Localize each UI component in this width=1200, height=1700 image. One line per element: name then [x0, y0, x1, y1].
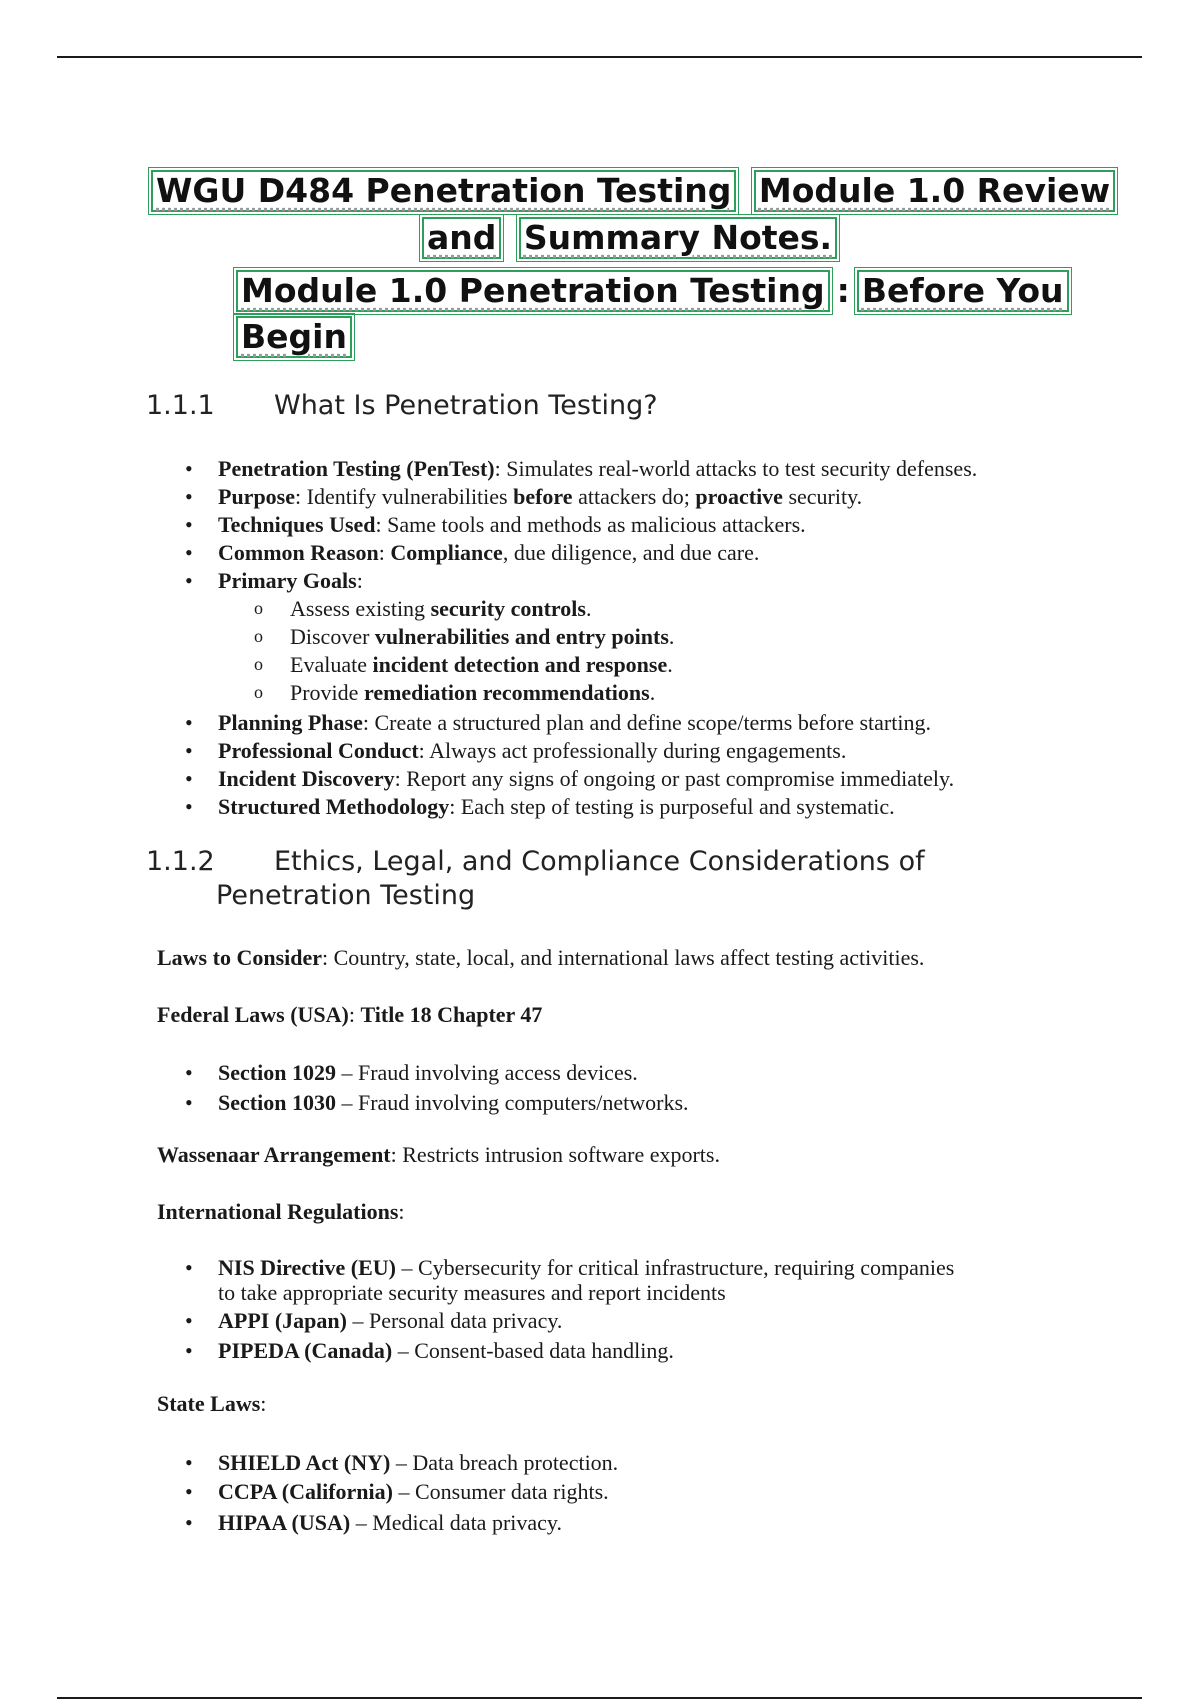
- section-number-2: 1.1.2: [146, 846, 215, 877]
- section-title-1: What Is Penetration Testing?: [274, 390, 658, 421]
- section-heading-2-cont: Penetration Testing: [216, 880, 476, 911]
- intl-paragraph: International Regulations:: [157, 1199, 405, 1224]
- section-number-1: 1.1.1: [146, 390, 215, 421]
- state-paragraph: State Laws:: [157, 1391, 267, 1416]
- title-line4: Begin: [236, 316, 352, 358]
- federal-paragraph: Federal Laws (USA): Title 18 Chapter 47: [157, 1002, 543, 1027]
- title-line1-b: Module 1.0 Review: [754, 170, 1115, 212]
- title-line2-b: Summary Notes.: [519, 217, 837, 259]
- title-line3-a: Module 1.0 Penetration Testing: [236, 270, 830, 312]
- title-line3-colon: :: [836, 271, 850, 310]
- section-title-2: Ethics, Legal, and Compliance Considerations of: [274, 846, 925, 877]
- footer-rule: [57, 1697, 1142, 1699]
- header-rule: [57, 56, 1142, 58]
- title-line2-a: and: [422, 217, 501, 259]
- wassenaar-paragraph: Wassenaar Arrangement: Restricts intrusion software exports.: [157, 1142, 720, 1167]
- title-line1-a: WGU D484 Penetration Testing: [151, 170, 736, 212]
- title-line3-b: Before You: [857, 270, 1069, 312]
- laws-paragraph: Laws to Consider: Country, state, local, and international laws affect testing activities.: [157, 945, 925, 970]
